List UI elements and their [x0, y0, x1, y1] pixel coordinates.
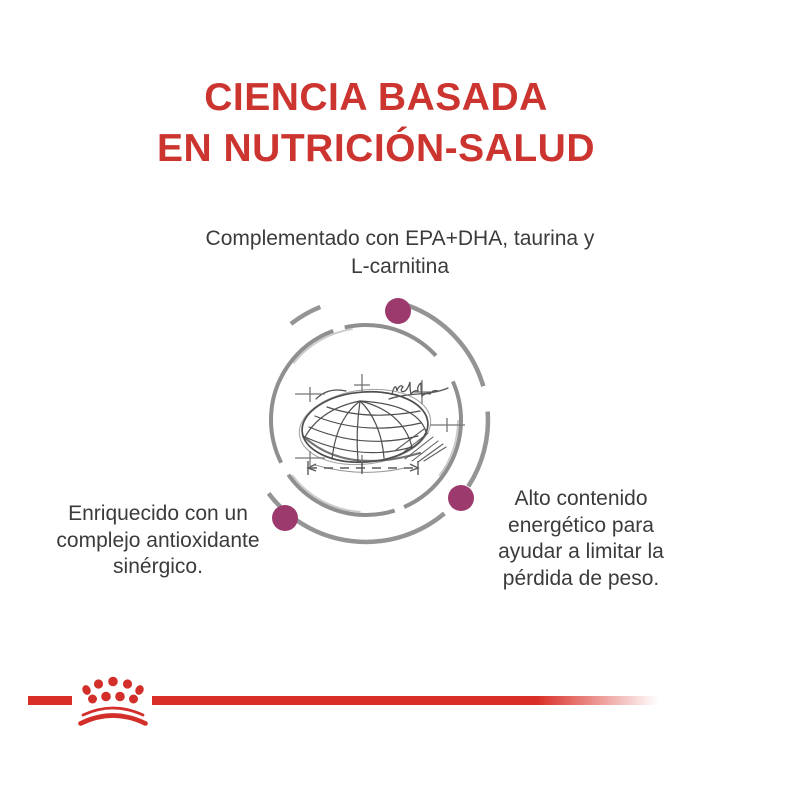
signature-scribble: [389, 382, 448, 399]
crown-dots: [81, 677, 146, 704]
subtitle-line-2: L-carnitina: [350, 255, 450, 278]
title-line-2: EN NUTRICIÓN-SALUD: [157, 127, 595, 170]
crown-arcs: [81, 708, 146, 724]
callout-line: complejo antioxidante: [56, 528, 260, 552]
page-title: [0, 72, 752, 174]
callout-line: energético para: [508, 513, 654, 537]
sketch-ring-inner: [271, 325, 461, 515]
footer-rule-right: [152, 696, 658, 705]
callout-antioxidant: [38, 501, 278, 581]
kibble-sketch: [295, 382, 446, 472]
callout-line: pérdida de peso.: [502, 566, 660, 590]
subtitle: [0, 225, 800, 281]
construction-marks: [295, 374, 465, 472]
subtitle-line-1: Complementado con EPA+DHA, taurina y: [205, 227, 595, 250]
feature-marker-dot-top: [385, 298, 411, 324]
royal-canin-crown-icon: [77, 674, 149, 726]
footer-rule-left: [28, 696, 72, 705]
callout-line: Enriquecido con un: [68, 502, 248, 525]
callout-energy: [461, 486, 701, 592]
callout-line: sinérgico.: [113, 555, 203, 578]
callout-line: ayudar a limitar la: [498, 540, 664, 563]
dimension-line: [308, 461, 418, 475]
callout-line: Alto contenido: [514, 487, 648, 510]
title-line-1: CIENCIA BASADA: [204, 76, 548, 119]
